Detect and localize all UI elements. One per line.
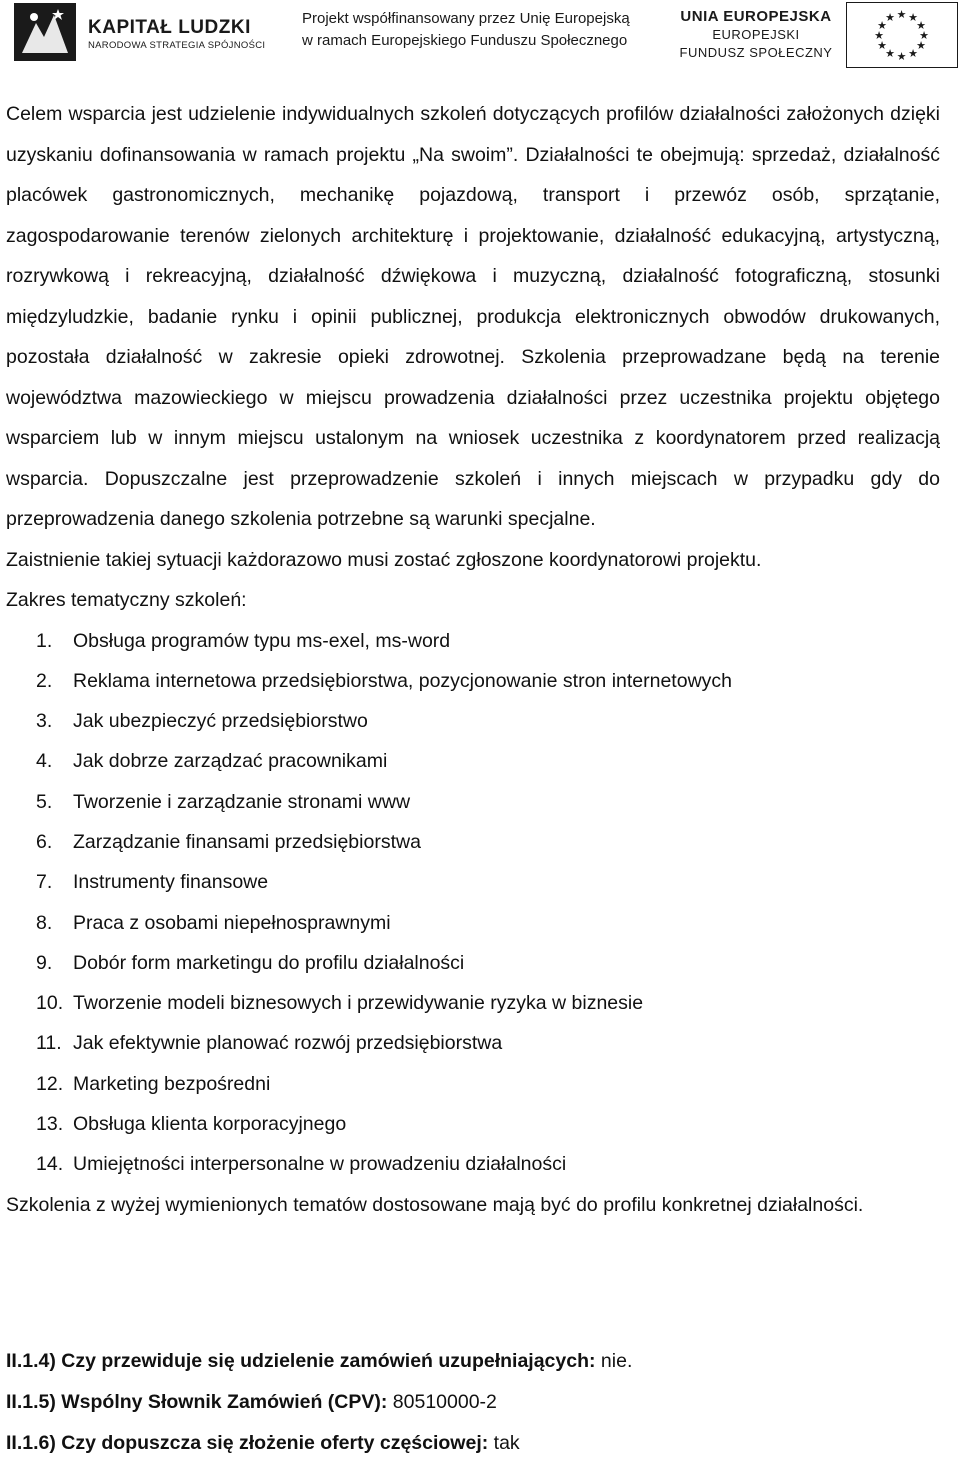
list-item [6, 822, 940, 862]
list-item-text: Jak dobrze zarządzać pracownikami [73, 750, 388, 773]
list-item-number: 7. [36, 871, 53, 894]
kl-subtitle: NARODOWA STRATEGIA SPÓJNOŚCI [88, 40, 266, 51]
svg-text:★: ★ [874, 29, 884, 42]
eu-label-line-3: FUNDUSZ SPOŁECZNY [679, 45, 833, 60]
criterion-cpv [6, 1391, 940, 1414]
criterion-supplementary-orders [6, 1350, 940, 1373]
cofinancing-line-1: Projekt współfinansowany przez Unię Europejską [302, 10, 630, 27]
list-item [6, 621, 940, 661]
criterion-label: II.1.4) Czy przewiduje się udzielenie zamówień uzupełniających: [6, 1350, 596, 1372]
list-item-number: 1. [36, 629, 53, 652]
list-item-number: 10. [36, 992, 64, 1015]
list-item [6, 741, 940, 781]
kapital-ludzki-logo [14, 3, 314, 63]
svg-text:★: ★ [908, 11, 918, 24]
cofinancing-note [302, 8, 662, 52]
intro-paragraph: Celem wsparcia jest udzielenie indywidualnych szkoleń dotyczących profilów działalności założonych dzięki uzyskaniu dofinansowania w ramach projektu „Na swoim”. Działalności te obejmują: sprzedaż, działalność placówek gastronomicznych, mechanikę pojazdową, transport i przewóz osób, sprzątanie, zagospodarowanie terenów zielonych architekturę i projektowanie, działalność edukacyjną, artystyczną, rozrywkową i rekreacyjną, działalność dźwiękowa i muzyczną, działalność fotograficzną, stosunki międzyludzkie, badanie rynku i opinii publicznej, produkcja elektronicznych obwodów drukowanych, pozostała działalność w zakresie opieki zdrowotnej. Szkolenia przeprowadzane będą na terenie województwa mazowieckiego w miejscu prowadzenia działalności przez uczestnika projektu objętego wsparciem lub w innym miejscu ustalonym na wniosek uczestnika z koordynatorem przed realizacją wsparcia. Dopuszczalne jest przeprowadzenie szkoleń i innych miejscach w przypadku gdy do przeprowadzenia danego szkolenia potrzebne są warunki specjalne. [6, 103, 940, 530]
list-item [6, 862, 940, 902]
svg-text:★: ★ [885, 47, 895, 60]
svg-text:★: ★ [896, 50, 907, 63]
svg-text:★: ★ [916, 39, 926, 52]
list-item [6, 1104, 940, 1144]
list-item [6, 701, 940, 741]
list-item [6, 1144, 940, 1184]
list-item-text: Dobór form marketingu do profilu działalności [73, 951, 465, 974]
list-item-text: Zarządzanie finansami przedsiębiorstwa [73, 830, 421, 853]
kapital-ludzki-emblem-icon [14, 3, 76, 61]
document-body [6, 94, 940, 1225]
list-item-number: 13. [36, 1113, 64, 1136]
criterion-value: 80510000-2 [392, 1391, 497, 1413]
svg-text:★: ★ [877, 19, 887, 32]
svg-text:★: ★ [896, 8, 907, 21]
list-item-number: 3. [36, 710, 53, 733]
list-item-text: Jak ubezpieczyć przedsiębiorstwo [73, 710, 368, 733]
list-item-number: 11. [36, 1032, 62, 1055]
list-item [6, 983, 940, 1023]
criterion-value: nie. [600, 1350, 633, 1372]
list-item-text: Tworzenie modeli biznesowych i przewidywanie ryzyka w biznesie [73, 992, 644, 1015]
list-item-text: Praca z osobami niepełnosprawnymi [73, 911, 391, 934]
list-item [6, 1023, 940, 1063]
list-item-number: 8. [36, 911, 53, 934]
svg-text:★: ★ [877, 39, 887, 52]
svg-text:★: ★ [919, 29, 929, 42]
eu-label-line-1: UNIA EUROPEJSKA [680, 8, 832, 25]
topics-heading: Zakres tematyczny szkoleń: [6, 589, 247, 611]
svg-text:★: ★ [908, 47, 918, 60]
list-item-number: 5. [36, 790, 53, 813]
page-header [0, 0, 960, 72]
list-item-number: 12. [36, 1072, 64, 1095]
criterion-partial-offer [6, 1432, 940, 1455]
list-item-number: 14. [36, 1153, 64, 1176]
list-item-text: Marketing bezpośredni [73, 1072, 271, 1095]
svg-text:★: ★ [885, 11, 895, 24]
kl-title: KAPITAŁ LUDZKI [88, 17, 251, 38]
list-item-text: Tworzenie i zarządzanie stronami www [73, 790, 411, 813]
list-item-text: Obsługa programów typu ms-exel, ms-word [73, 629, 451, 652]
list-item-number: 6. [36, 830, 53, 853]
list-item-number: 4. [36, 750, 53, 773]
list-item-text: Reklama internetowa przedsiębiorstwa, pozycjonowanie stron internetowych [73, 669, 733, 692]
list-item-text: Umiejętności interpersonalne w prowadzeniu działalności [73, 1153, 567, 1176]
svg-text:★: ★ [916, 19, 926, 32]
notice-line: Zaistnienie takiej sytuacji każdorazowo musi zostać zgłoszone koordynatorowi projektu. [6, 548, 762, 571]
eu-label-line-2: EUROPEJSKI [712, 27, 800, 42]
list-item-number: 2. [36, 669, 53, 692]
topics-list [6, 621, 940, 1185]
eu-flag-icon [846, 2, 958, 68]
list-item [6, 661, 940, 701]
list-item [6, 782, 940, 822]
list-item [6, 1064, 940, 1104]
cofinancing-line-2: w ramach Europejskiego Funduszu Społecznego [302, 32, 628, 49]
list-item-text: Instrumenty finansowe [73, 871, 269, 894]
list-item-text: Obsługa klienta korporacyjnego [73, 1113, 347, 1136]
closing-paragraph: Szkolenia z wyżej wymienionych tematów dostosowane mają być do profilu konkretnej działalności. [6, 1193, 864, 1216]
list-item-number: 9. [36, 951, 53, 974]
criterion-label: II.1.6) Czy dopuszcza się złożenie oferty częściowej: [6, 1432, 489, 1454]
eu-label [672, 8, 840, 62]
list-item-text: Jak efektywnie planować rozwój przedsiębiorstwa [73, 1032, 503, 1055]
criterion-label: II.1.5) Wspólny Słownik Zamówień (CPV): [6, 1391, 388, 1413]
list-item [6, 903, 940, 943]
list-item [6, 943, 940, 983]
criterion-value: tak [493, 1432, 520, 1454]
